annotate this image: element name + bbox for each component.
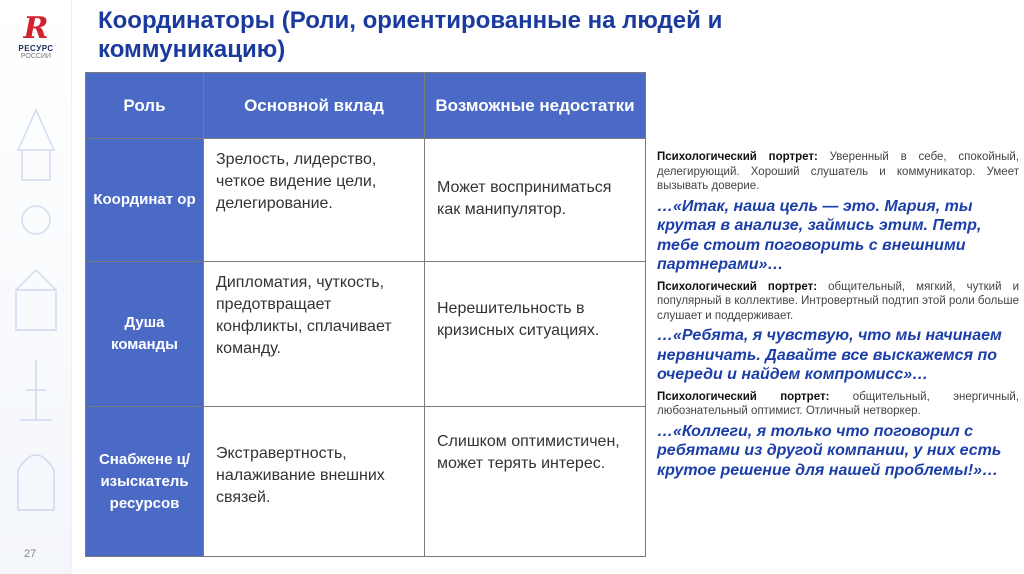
portrait-block-2: [657, 280, 1019, 385]
portrait-block-1: [657, 150, 1019, 275]
role-cell: Координат ор: [86, 139, 204, 262]
portrait-label: Психологический портрет:: [657, 151, 818, 163]
logo-text: РЕСУРС: [18, 44, 54, 53]
logo: [14, 11, 58, 60]
roles-table: [85, 72, 646, 557]
header-drawbacks: Возможные недостатки: [425, 73, 646, 139]
portrait-quote: …«Итак, наша цель — это. Мария, ты крутая в анализе, займись этим. Петр, тебе стоит поговорить с внешними партнерами»…: [657, 197, 982, 273]
header-role: Роль: [86, 73, 204, 139]
drawbacks-cell: Слишком оптимистичен, может терять интерес.: [425, 407, 646, 557]
contribution-cell: Дипломатия, чуткость, предотвращает конфликты, сплачивает команду.: [204, 262, 425, 407]
role-cell: Душа команды: [86, 262, 204, 407]
sidebar-decoration: [0, 0, 72, 574]
portrait-block-3: [657, 390, 1019, 481]
portrait-quote: …«Ребята, я чувствую, что мы начинаем нервничать. Давайте все выскажемся по очереди и найдем компромисс»…: [657, 327, 1002, 383]
portrait-text: [657, 150, 1019, 194]
drawbacks-cell: Может восприниматься как манипулятор.: [425, 139, 646, 262]
table-row: [86, 407, 646, 557]
logo-subtext: РОССИИ: [20, 53, 52, 60]
portrait-text: [657, 280, 1019, 324]
portrait-text: [657, 390, 1019, 419]
table-header-row: [86, 73, 646, 139]
portrait-label: Психологический портрет:: [657, 280, 818, 293]
portrait-description: Уверенный в себе, спокойный, делегирующий. Хороший слушатель и коммуникатор. Умеет вызывать доверие.: [657, 151, 1020, 192]
portrait-description: общительный, мягкий, чуткий и популярный в коллективе. Интровертный подтип этой роли больше слушает и поддерживает.: [657, 280, 1019, 322]
role-cell: Снабжене ц/ изыскатель ресурсов: [86, 407, 204, 557]
portrait-quote: …«Коллеги, я только что поговорил с ребятами из другой компании, у них есть крутое решение для нашей проблемы!»…: [657, 422, 1002, 479]
drawbacks-cell: Нерешительность в кризисных ситуациях.: [425, 262, 646, 407]
contribution-cell: Экстравертность, налаживание внешних связей.: [204, 407, 425, 557]
portrait-label: Психологический портрет:: [657, 390, 830, 403]
page-number: 27: [24, 548, 37, 560]
portrait-description: общительный, энергичный, любознательный оптимист. Отличный нетворкер.: [657, 390, 1019, 417]
logo-mark-icon: R: [23, 11, 49, 46]
table-row: [86, 139, 646, 262]
slide-title: Координаторы (Роли, ориентированные на людей и коммуникацию): [98, 7, 723, 63]
portraits-column: [657, 150, 1019, 480]
contribution-cell: Зрелость, лидерство, четкое видение цели, делегирование.: [204, 139, 425, 262]
landmarks-illustration-icon: [8, 90, 64, 530]
header-contribution: Основной вклад: [204, 73, 425, 139]
table-row: [86, 262, 646, 407]
